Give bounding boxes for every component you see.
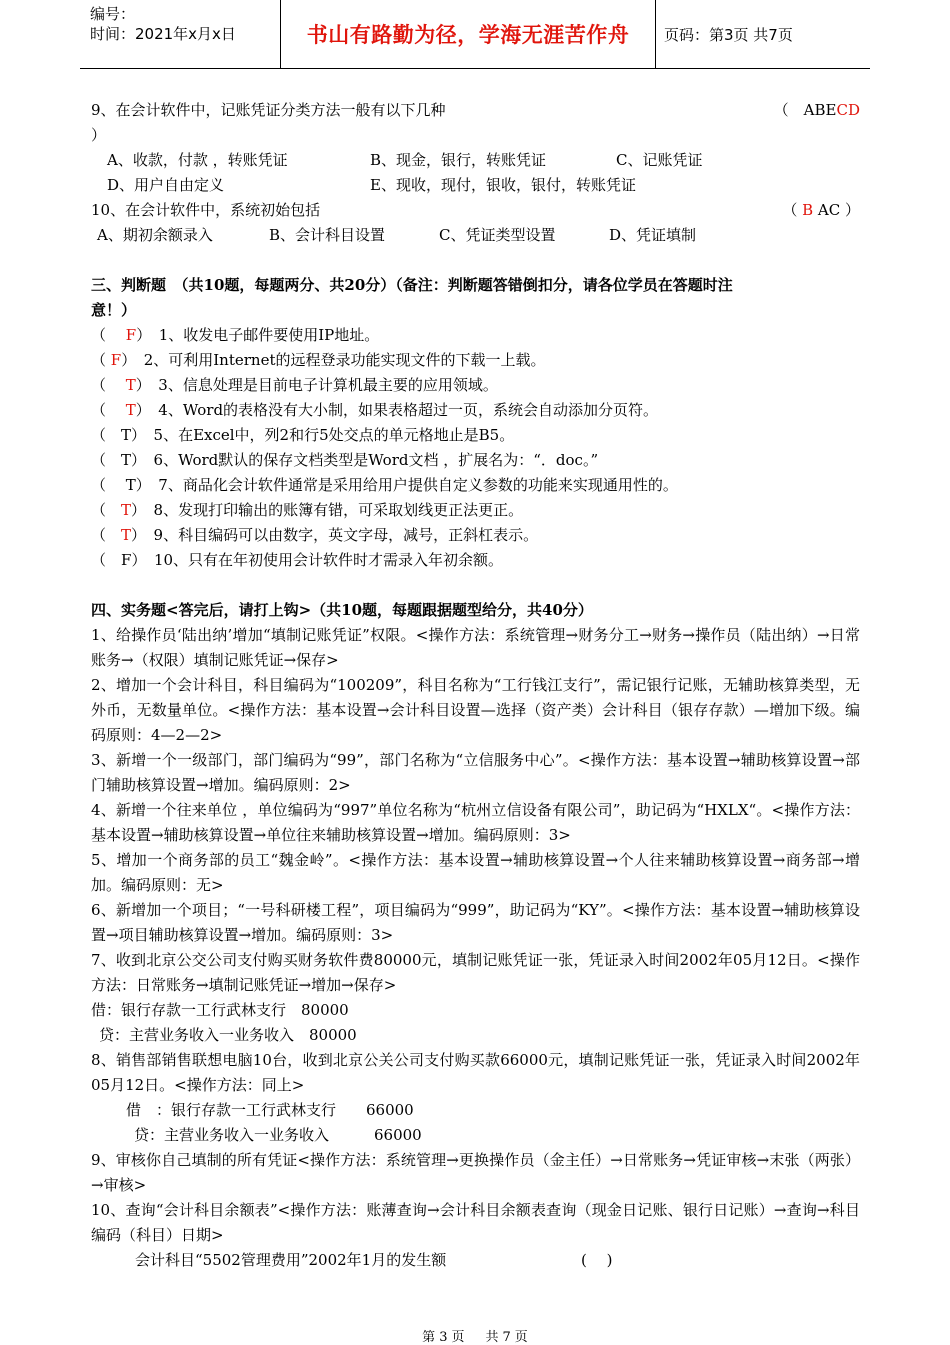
mc-question-text: 9、在会计软件中，记账凭证分类方法一般有以下几种	[91, 101, 446, 119]
tf-item: （ F） 10、只有在年初使用会计软件时才需录入年初余额。	[91, 551, 504, 569]
practice-item-5: 5、增加一个商务部的员工“魏金岭”。<操作方法：基本设置→辅助核算设置→个人往来辅助核算设置→商务部→增加。编码原则：无>	[91, 851, 860, 894]
option-e: E、现收，现付，银收，银付，转账凭证	[370, 176, 636, 194]
practice-item-7: 7、收到北京公交公司支付购买财务软件费80000元，填制记账凭证一张，凭证录入时间2002年05月12日。<操作方法：日常账务→填制记账凭证→增加→保存>	[91, 951, 860, 994]
mc-options-row	[91, 148, 860, 173]
mc-question-text: 10、在会计软件中，系统初始包括	[91, 201, 321, 219]
header-page-info: 页码：第3页 共7页	[664, 25, 793, 44]
section-title-tf: 三、判断题 （共10题，每题两分、共20分）（备注：判断题答错倒扣分，请各位学员在答题时注	[91, 276, 733, 294]
option-b: B、现金，银行，转账凭证	[370, 151, 547, 169]
footer-text: 共	[485, 1330, 499, 1345]
option-a: A、期初余额录入	[97, 226, 213, 244]
tf-answer: F	[110, 351, 122, 369]
tf-item: （ T） 8、发现打印输出的账簿有错，可采取划线更正法更正。	[91, 501, 524, 519]
tf-list	[91, 323, 860, 573]
mc-answer-close: ）	[91, 126, 107, 144]
practice-item-4: 4、新增一个往来单位 ，单位编码为“997”单位名称为“杭州立信设备有限公司”，助记码为“HXLX“。<操作方法：基本设置→辅助核算设置→单位往来辅助核算设置→增加。编码原则：3>	[91, 801, 860, 844]
mc-options-row	[91, 223, 860, 248]
mc-question-10	[91, 198, 860, 223]
option-c: C、记账凭证	[616, 151, 703, 169]
practice-item-9: 9、审核你自己填制的所有凭证<操作方法：系统管理→更换操作员（金主任）→日常账务→凭证审核→末张（两张）→审核>	[91, 1151, 860, 1194]
section-title-tf-cont: 意！）	[91, 301, 137, 319]
tf-answer: T	[121, 526, 132, 544]
footer-total: 7	[502, 1330, 511, 1345]
tf-item: （ T） 6、Word默认的保存文档类型是Word文档 ，扩展名为：“．doc。”	[91, 451, 599, 469]
tf-item: （ T） 9、科目编码可以由数字，英文字母，减号，正斜杠表示。	[91, 526, 539, 544]
tf-answer: T	[125, 376, 136, 394]
q10-sub-text: 会计科目“5502管理费用”2002年1月的发生额	[135, 1251, 447, 1269]
option-a: A、收款，付款 ，转账凭证	[107, 151, 288, 169]
footer-page: 3	[439, 1330, 448, 1345]
mc-answer: （ B AC ）	[782, 201, 860, 219]
page-footer	[0, 1326, 950, 1345]
document-body	[91, 98, 860, 1273]
practice-item-3: 3、新增一个一级部门，部门编码为“99”，部门名称为“立信服务中心”。<操作方法：基本设置→辅助核算设置→部门辅助核算设置→增加。编码原则：2>	[91, 751, 860, 794]
tf-item: （ F） 1、收发电子邮件要使用IP地址。	[91, 326, 380, 344]
tf-answer: T	[121, 451, 132, 469]
tf-item: （ T） 5、在Excel中，列2和行5处交点的单元格地止是B5。	[91, 426, 515, 444]
practice-item-2: 2、增加一个会计科目，科目编码为“100209”，科目名称为“工行钱江支行”，需记银行记账，无辅助核算类型，无外币，无数量单位。<操作方法：基本设置→会计科目设置—选择（资产类）会计科目（银存存款）—增加下级。编码原则：4—2—2>	[91, 676, 860, 744]
mc-answer: （ ABECD	[773, 101, 860, 119]
tf-item: （ T） 7、商品化会计软件通常是采用给用户提供自定义参数的功能来实现通用性的。	[91, 476, 678, 494]
q10-sub	[91, 1248, 860, 1273]
tf-answer: F	[121, 551, 132, 569]
mc-options-row	[91, 173, 860, 198]
tf-answer: T	[121, 426, 132, 444]
option-c: C、凭证类型设置	[439, 226, 556, 244]
q7-credit: 贷：主营业务收入一业务收入 80000	[99, 1026, 357, 1044]
header-motto: 书山有路勤为径，学海无涯苦作舟	[281, 0, 656, 68]
answer-blank: ( )	[581, 1251, 613, 1269]
tf-answer: T	[125, 476, 136, 494]
tf-item: （ T） 3、信息处理是目前电子计算机最主要的应用领域。	[91, 376, 498, 394]
practice-item-1: 1、给操作员‘陆出纳’增加“填制记账凭证”权限。<操作方法：系统管理→财务分工→财务→操作员（陆出纳）→日常账务→（权限）填制记账凭证→保存>	[91, 626, 860, 669]
tf-answer: T	[121, 501, 132, 519]
option-d: D、用户自由定义	[107, 176, 225, 194]
header-left	[80, 0, 281, 68]
option-d: D、凭证填制	[609, 226, 697, 244]
option-b: B、会计科目设置	[269, 226, 386, 244]
q7-debit: 借：银行存款一工行武林支行 80000	[91, 1001, 349, 1019]
footer-text: 第	[422, 1330, 436, 1345]
tf-item: （ F） 2、可利用Internet的远程登录功能实现文件的下载一上载。	[91, 351, 546, 369]
page-header	[80, 0, 870, 69]
practice-item-8: 8、销售部销售联想电脑10台，收到北京公关公司支付购买款66000元，填制记账凭证一张，凭证录入时间2002年05月12日。<操作方法：同上>	[91, 1051, 860, 1094]
footer-text: 页	[451, 1330, 465, 1345]
tf-answer: F	[125, 326, 137, 344]
footer-text: 页	[514, 1330, 528, 1345]
practice-item-10: 10、查询“会计科目余额表”<操作方法：账薄查询→会计科目余额表查询（现金日记账、银行日记账）→查询→科目编码（科目）日期>	[91, 1201, 860, 1244]
section-title-practice: 四、实务题<答完后，请打上钩>（共10题，每题跟据题型给分，共40分）	[91, 601, 593, 619]
tf-answer: T	[125, 401, 136, 419]
q8-credit: 贷：主营业务收入一业务收入 66000	[134, 1126, 422, 1144]
practice-item-6: 6、新增加一个项目；“一号科研楼工程”，项目编码为“999”，助记码为“KY”。<操作方法：基本设置→辅助核算设置→项目辅助核算设置→增加。编码原则：3>	[91, 901, 860, 944]
tf-item: （ T） 4、Word的表格没有大小制，如果表格超过一页，系统会自动添加分页符。	[91, 401, 659, 419]
q8-debit: 借 ：银行存款一工行武林支行 66000	[126, 1101, 414, 1119]
mc-question-9	[91, 98, 860, 123]
doc-number-label: 编号：	[90, 5, 136, 23]
doc-time-label: 时间：2021年x月x日	[90, 25, 236, 43]
